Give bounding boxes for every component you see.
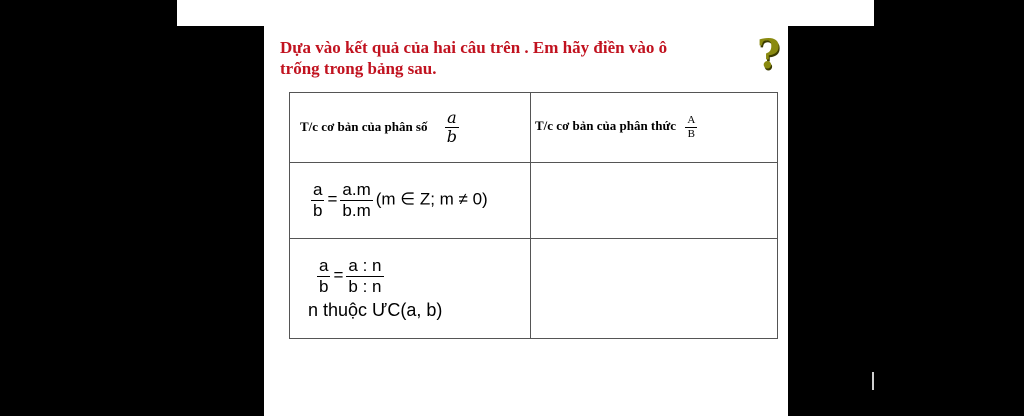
common-divisor-note: n thuộc ƯC(a, b) [308, 300, 443, 321]
header-fraction-ab [445, 109, 459, 147]
prompt-line-2: trống trong bảng sau. [280, 59, 437, 78]
fraction-numerator: a.m [342, 180, 371, 200]
fraction-numerator: a [319, 255, 329, 275]
header-fraction-AB [685, 114, 697, 140]
fraction-an-over-bn [346, 256, 383, 296]
table-row-divide [290, 239, 778, 339]
empty-answer-cell-2[interactable] [531, 239, 778, 339]
cell-multiply-property [290, 163, 531, 239]
equals-sign: = [333, 265, 344, 285]
header-fraction-numerator: a [447, 107, 457, 127]
fraction-denominator: b : n [348, 276, 382, 296]
header-fraction-label: T/c cơ bản của phân số [300, 118, 428, 134]
fraction-denominator: b [319, 276, 329, 296]
equals-sign: = [327, 189, 338, 209]
condition-text: (m ∈ Z; m ≠ 0) [375, 189, 488, 209]
table-row-multiply [290, 163, 778, 239]
header-cell-fraction [290, 93, 531, 163]
fraction-a-over-b [311, 180, 324, 220]
fraction-denominator: b.m [342, 201, 371, 220]
cell-divide-property [290, 239, 531, 339]
side-mark [872, 372, 874, 390]
fraction-numerator: a : n [348, 255, 382, 275]
header-expression-label: T/c cơ bản của phân thức [535, 118, 677, 134]
properties-table [289, 92, 778, 339]
header-cell-rational-expression [531, 93, 778, 163]
header-fraction-denominator: b [446, 127, 457, 146]
prompt-text [280, 37, 750, 79]
question-mark-icon: ? [757, 31, 781, 78]
prompt-line-1: Dựa vào kết quả của hai câu trên . Em hãy điền vào ô [280, 38, 668, 57]
table-header-row [290, 93, 778, 163]
empty-answer-cell-1[interactable] [531, 163, 778, 239]
slide [264, 26, 788, 416]
fraction-am-over-bm [340, 180, 372, 220]
fraction-denominator: b [313, 201, 323, 220]
header-expression-numerator: A [687, 114, 696, 127]
fraction-numerator: a [313, 180, 323, 200]
fraction-a-over-b [317, 256, 330, 296]
top-white-strip [177, 0, 874, 26]
header-expression-denominator: B [687, 128, 695, 140]
